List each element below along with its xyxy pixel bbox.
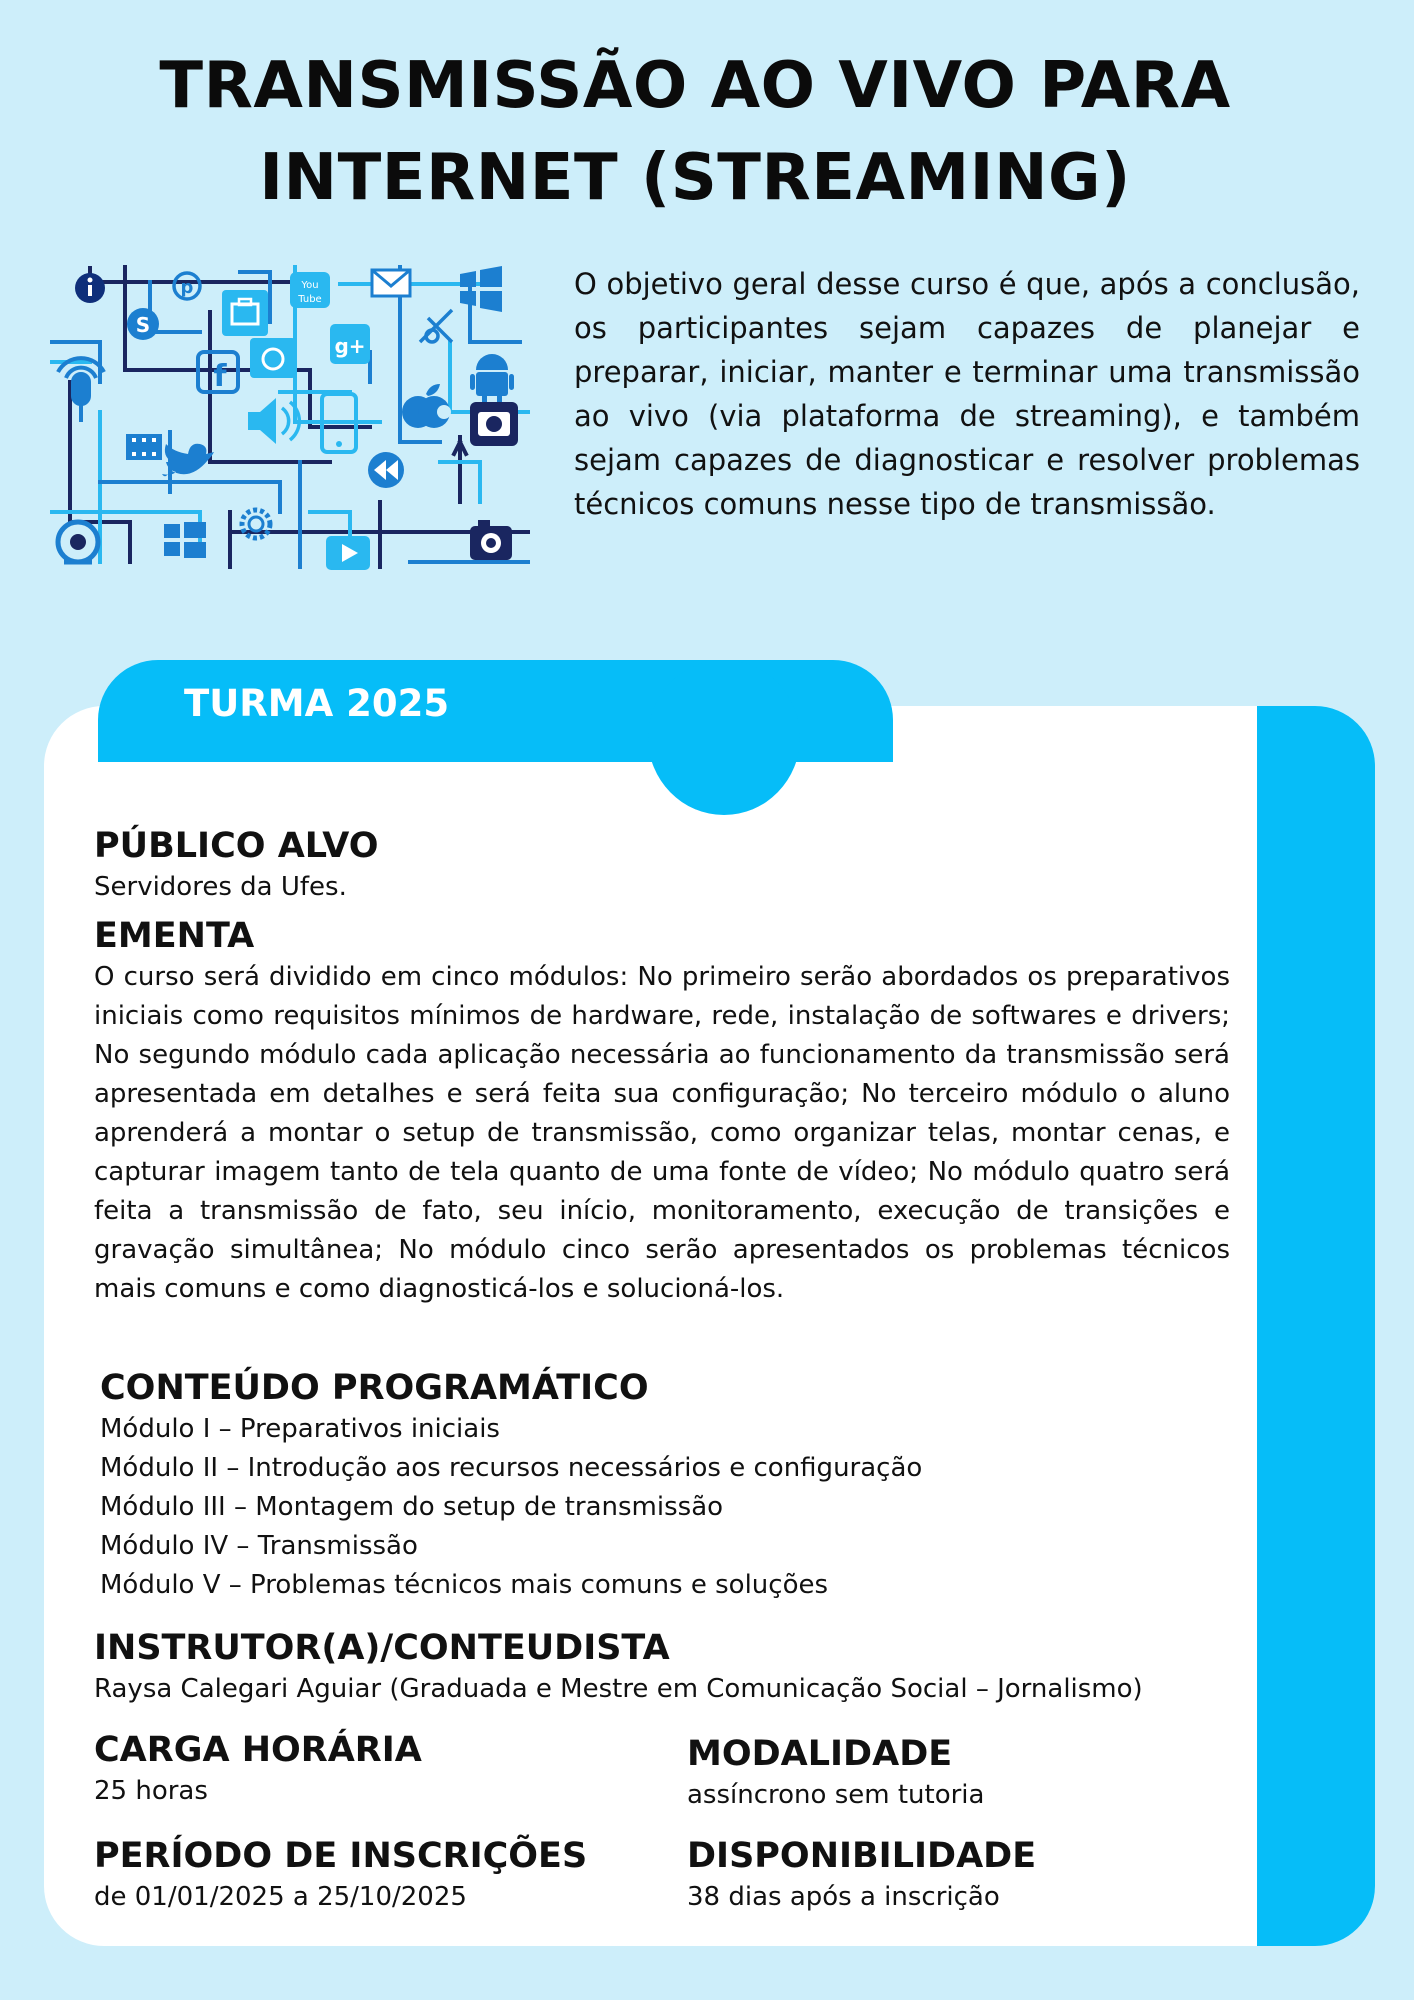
google-plus-icon	[330, 324, 370, 364]
rewind-icon	[368, 452, 404, 488]
publico-text: Servidores da Ufes.	[94, 872, 347, 902]
section-instrutor	[94, 1626, 1230, 1709]
title-line-1: TRANSMISSÃO AO VIVO PARA	[159, 49, 1231, 123]
mail-icon	[372, 270, 410, 296]
modalidade-heading: MODALIDADE	[687, 1734, 953, 1774]
card-accent-strip	[1257, 706, 1375, 1946]
svg-text:p: p	[180, 277, 194, 298]
section-modalidade	[687, 1732, 1227, 1815]
carga-heading: CARGA HORÁRIA	[94, 1730, 422, 1770]
publico-heading: PÚBLICO ALVO	[94, 826, 379, 866]
ementa-text: O curso será dividido em cinco módulos: No primeiro serão abordados os preparativos iniciais como requisitos mínimos de hardware, rede, instalação de softwares e drivers; No segundo módulo cada aplicação necessária ao funcionamento da transmissão será apresentada em detalhes e será feita sua configuração; No terceiro módulo o aluno aprenderá a montar o setup de transmissão, como organizar telas, montar cenas, e capturar imagem tanto de tela quanto de uma fonte de vídeo; No módulo quatro será feita a transmissão de fato, seu início, monitoramento, execução de transições e gravação simultânea; No módulo cinco serão apresentados os problemas técnicos mais comuns e como diagnosticá-los e solucioná-los.	[94, 962, 1230, 1304]
photo-camera-icon	[470, 402, 518, 446]
section-disponibilidade	[687, 1834, 1227, 1917]
module-item: Módulo IV – Transmissão	[100, 1531, 418, 1561]
skype-icon	[127, 308, 159, 340]
svg-text:Tube: Tube	[298, 294, 322, 305]
svg-text:You: You	[301, 280, 319, 291]
pinterest-icon	[174, 273, 200, 299]
intro-paragraph: O objetivo geral desse curso é que, após a conclusão, os participantes sejam capazes de planejar e preparar, iniciar, manter e terminar uma transmissão ao vivo (via plataforma de streaming), e também sejam capazes de diagnosticar e resolver problemas técnicos comuns nesse tipo de transmissão.	[574, 267, 1360, 521]
periodo-text: de 01/01/2025 a 25/10/2025	[94, 1882, 467, 1912]
webcam-icon	[58, 522, 98, 562]
disponibilidade-text: 38 dias após a inscrição	[687, 1882, 1000, 1912]
module-item: Módulo III – Montagem do setup de transmissão	[100, 1492, 724, 1522]
page-title	[110, 40, 1280, 224]
turma-tab-circle	[648, 660, 800, 815]
svg-text:g+: g+	[334, 334, 366, 358]
photo-camera-icon	[250, 338, 296, 378]
info-icon	[75, 273, 105, 303]
section-publico-alvo	[94, 824, 1230, 907]
apple-icon	[402, 384, 451, 428]
module-item: Módulo V – Problemas técnicos mais comuns e soluções	[100, 1570, 829, 1600]
twitter-icon	[162, 444, 214, 477]
conteudo-heading: CONTEÚDO PROGRAMÁTICO	[100, 1368, 649, 1408]
instrutor-text: Raysa Calegari Aguiar (Graduada e Mestre em Comunicação Social – Jornalismo)	[94, 1674, 1143, 1704]
satellite-icon	[420, 310, 452, 342]
section-periodo	[94, 1834, 674, 1917]
microphone-icon	[72, 382, 88, 410]
section-ementa	[94, 914, 1230, 1309]
youtube-icon	[290, 272, 330, 308]
module-list	[100, 1410, 1230, 1605]
camera-icon	[470, 520, 512, 560]
periodo-heading: PERÍODO DE INSCRIÇÕES	[94, 1836, 588, 1876]
module-item: Módulo I – Preparativos iniciais	[100, 1414, 500, 1444]
speaker-icon	[248, 398, 299, 444]
section-conteudo	[100, 1366, 1230, 1605]
briefcase-icon	[222, 290, 268, 336]
turma-label: TURMA 2025	[184, 682, 450, 725]
svg-text:f: f	[213, 359, 227, 394]
facebook-icon	[198, 352, 238, 394]
windows-icon	[460, 266, 502, 312]
ementa-heading: EMENTA	[94, 916, 255, 956]
instrutor-heading: INSTRUTOR(A)/CONTEUDISTA	[94, 1628, 670, 1668]
play-icon	[326, 536, 370, 570]
carga-text: 25 horas	[94, 1776, 208, 1806]
disponibilidade-heading: DISPONIBILIDADE	[687, 1836, 1037, 1876]
modalidade-text: assíncrono sem tutoria	[687, 1780, 985, 1810]
android-icon	[470, 354, 514, 406]
section-carga-horaria	[94, 1728, 654, 1811]
module-item: Módulo II – Introdução aos recursos necessários e configuração	[100, 1453, 923, 1483]
film-icon	[126, 434, 162, 460]
network-illustration	[50, 262, 530, 572]
svg-text:S: S	[135, 313, 151, 337]
title-line-2: INTERNET (STREAMING)	[259, 141, 1131, 215]
